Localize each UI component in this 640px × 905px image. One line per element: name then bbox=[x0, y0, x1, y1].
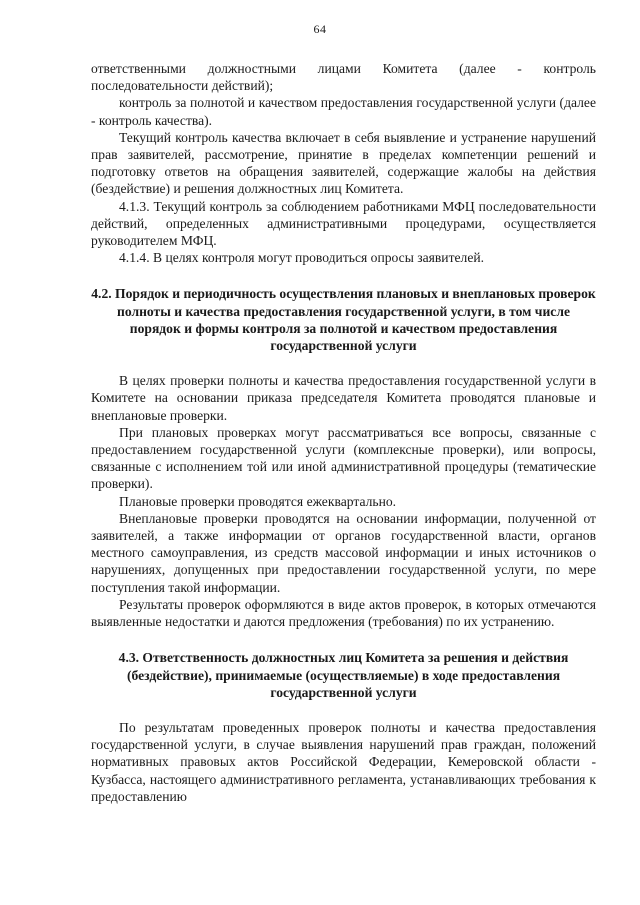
paragraph-4-2-unplanned: Внеплановые проверки проводятся на основании информации, полученной от заявителей, а также информации от органов государственной власти, органов местного самоуправления, из средств массовой информации и иных источников о нарушениях, допущенных при предоставлении государственной услуги, по мере поступления такой информации. bbox=[91, 510, 596, 595]
page-number: 64 bbox=[313, 22, 327, 36]
paragraph-4-1-3: 4.1.3. Текущий контроль за соблюдением работниками МФЦ последовательности действий, определенных административными процедурами, осуществляется руководителем МФЦ. bbox=[91, 198, 596, 249]
paragraph-4-2-results: Результаты проверок оформляются в виде актов проверок, в которых отмечаются выявленные недостатки и даются предложения (требования) по их устранению. bbox=[91, 596, 596, 630]
section-heading-4-3: 4.3. Ответственность должностных лиц Комитета за решения и действия (бездействие), принимаемые (осуществляемые) в ходе предоставления государственной услуги bbox=[118, 650, 569, 700]
spacer bbox=[91, 630, 596, 649]
paragraph-continuation: ответственными должностными лицами Комитета (далее - контроль последовательности действий); bbox=[91, 61, 596, 94]
paragraph-current-control: Текущий контроль качества включает в себя выявление и устранение нарушений прав заявителей, рассмотрение, принятие в пределах компетенции решений и подготовку ответов на обращения заявителей, содержащие жалобы на действия (бездействие) и решения должностных лиц Комитета. bbox=[91, 129, 596, 197]
paragraph-4-2-quarterly: Плановые проверки проводятся ежеквартально. bbox=[119, 493, 397, 509]
paragraph-quality-control: контроль за полнотой и качеством предоставления государственной услуги (далее - контроль качества). bbox=[91, 95, 596, 128]
spacer bbox=[91, 266, 596, 285]
paragraph-4-3-intro: По результатам проведенных проверок полноты и качества предоставления государственной услуги, в случае выявления нарушений прав граждан, положений нормативных правовых актов Российской Федерации, Кемеровской области - Кузбасса, настоящего административного регламента, устанавливающих требования к предоставлению bbox=[91, 719, 596, 804]
spacer bbox=[91, 701, 596, 719]
paragraph-4-1-4: 4.1.4. В целях контроля могут проводиться опросы заявителей. bbox=[119, 250, 485, 266]
spacer bbox=[91, 354, 596, 372]
paragraph-4-2-intro: В целях проверки полноты и качества предоставления государственной услуги в Комитете на основании приказа председателя Комитета проводятся плановые и внеплановые проверки. bbox=[91, 373, 596, 423]
section-heading-4-2: 4.2. Порядок и периодичность осуществления плановых и внеплановых проверок полноты и качества предоставления государственной услуги, в том числе порядок и формы контроля за полнотой и качеством предоставления государственной услуги bbox=[91, 286, 596, 354]
paragraph-4-2-planned: При плановых проверках могут рассматриваться все вопросы, связанные с предоставлением государственной услуги (комплексные проверки), или вопросы, связанные с исполнением той или иной административной процедуры (тематические проверки). bbox=[91, 424, 596, 492]
page-body bbox=[91, 60, 596, 805]
